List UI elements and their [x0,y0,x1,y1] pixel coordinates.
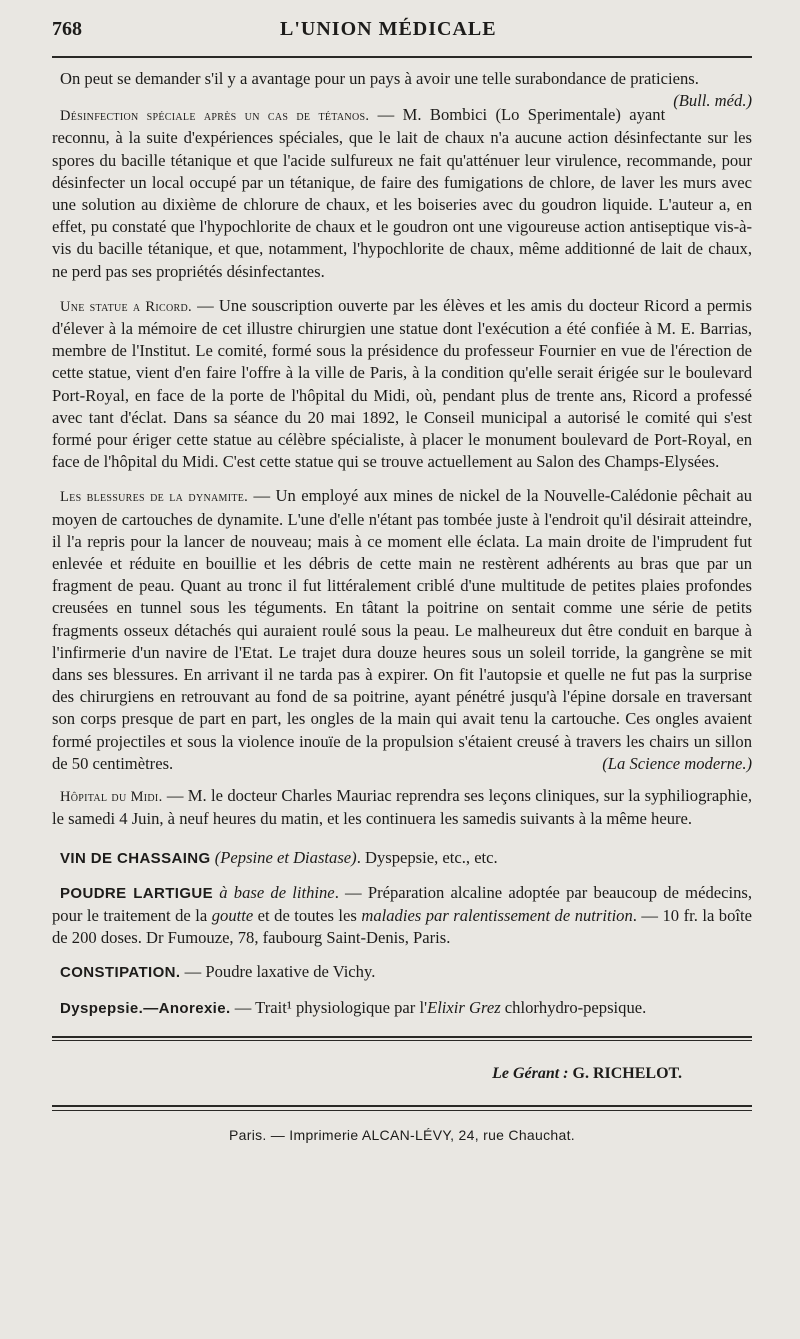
footer-divider [52,1036,752,1041]
advert-dyspepsie [52,997,752,1020]
bottom-rule [52,1110,752,1111]
advert-emphasis: Elixir Grez [427,997,501,1017]
advert-text: chlorhydro-pepsique. [500,997,647,1017]
signature [52,1065,752,1083]
advert-name: VIN DE CHASSAING [60,849,211,867]
intro-source: (Bull. méd.) [673,91,752,111]
advert-detail: (Pepsine et Diastase) [214,847,357,867]
advert-detail: à base de lithine [219,882,335,902]
section-source: (La Science moderne.) [602,753,752,773]
advert-emphasis: goutte [211,905,254,925]
divider-rule [52,1040,752,1041]
section-body: — Un employé aux mines de nickel de la Nouvelle-Calédonie pêchait au moyen de cartouches de dynamite. L'une d'elle n'étant pas tombée juste à l'endroit qu'il désirait atteindre, il l'a repris pour la lancer de nouveau; mais à ce moment elle éclata. La main droite de l'imprudent fut enlevée et réduite en bouillie et les débris de cette main ne restèrent adhérents au bras que par un fragment de peau. Quant au tronc il fut littéralement criblé d'une multitude de petites plaies profondes creusées en tunnel sous les téguments. En tâtant la poitrine on sentait comme une série de petits fragments osseux détachés qui auraient roulé sous la peau. Le malheureux dut être conduit en barque à l'infirmerie d'un navire de l'Etat. Le trajet dura douze heures sous un soleil torride, la gangrène se mit dans ses blessures. En arrivant il ne tarda pas à expirer. On fit l'autopsie et quelle ne fut pas la surprise des chirurgiens en retrouvant au fond de sa poitrine, ayant pénétré jusqu'à l'épine dorsale en traversant son corps presque de part en part, les ongles de la main qui avait tenu la cartouche. Ces ongles avaient formé projectiles et sous la violence inouïe de la propulsion s'étaient creusé à travers les chairs un sillon de 50 centimètres. [52,486,752,773]
section-hopital [52,785,752,830]
printer-imprint: Paris. — Imprimerie ALCAN-LÉVY, 24, rue Chauchat. [229,1126,575,1143]
advert-name: POUDRE LARTIGUE [60,884,214,902]
signature-label: Le Gérant : [492,1064,569,1082]
advert-name: Dyspepsie.—Anorexie. [60,999,231,1017]
section-tetanos [52,104,752,283]
page-number: 768 [52,18,82,40]
section-ricord [52,295,752,474]
section-title: Les blessures de la dynamite. [60,489,249,506]
section-body: — Une souscription ouverte par les élèves et les amis du docteur Ricord a permis d'élever à la mémoire de cet illustre chirurgien une statue dont l'exécution a été confiée à M. E. Barrias, membre de l'Institut. Le comité, formé sous la présidence du professeur Fournier en vue de l'érection de cette statue, vient d'en faire l'offre à la ville de Paris, à la condition qu'elle serait érigée sur le boulevard Port-Royal, en face de la porte de l'hôpital du Midi, où, pendant plus de trente ans, Ricord a professé avec tant d'éclat. Dans sa séance du 20 mai 1892, le Conseil municipal a autorisé le comité qui s'est formé pour ériger cette statue au célèbre spécialiste, à placer le monument boulevard de Port-Royal, en face de l'hôpital du Midi. C'est cette statue qui se trouve actuellement au Salon des Champs-Elysées. [52,295,752,472]
advert-text: — Poudre laxative de Vichy. [180,962,376,982]
running-title: L'UNION MÉDICALE [280,18,497,40]
section-title: Hôpital du Midi. [60,789,163,806]
advert-vin-chassaing [52,847,752,870]
divider-rule [52,1036,752,1038]
intro-text: On peut se demander s'il y a avantage pour un pays à avoir une telle surabondance de praticiens. [60,69,699,88]
advert-text: . — 10 fr. la boîte de 200 doses. Dr Fumouze, 78, faubourg Saint-Denis, Paris. [52,905,752,948]
advert-constipation [52,961,752,984]
intro-paragraph [52,68,752,111]
advert-name: CONSTIPATION. [60,964,181,982]
section-title: Désinfection spéciale après un cas de tétanos. [60,108,370,125]
signature-name: G. RICHELOT. [572,1064,682,1082]
advert-text: et de toutes les [253,905,362,925]
section-title: Une statue a Ricord. [60,298,192,315]
header-rule [52,56,752,58]
section-body: — M. le docteur Charles Mauriac reprendra ses leçons cliniques, sur la syphiliographie, le samedi 4 Juin, à neuf heures du matin, et les continuera les samedis suivants à la même heure. [52,786,752,829]
advert-text: . Dyspepsie, etc., etc. [356,847,498,867]
section-body: — M. Bombici (Lo Sperimentale) ayant reconnu, à la suite d'expériences spéciales, que le lait de chaux n'a aucune action désinfectante sur les spores du bacille tétanique et que l'acide sulfureux ne fait qu'atténuer leur virulence, recommande, pour désinfecter un local occupé par un tétanique, de faire des fumigations de chlore, de laver les murs avec une solution au dixième de chlorure de chaux, et les boiseries avec du goudron liquide. L'auteur a, en effet, pu constaté que l'hypochlorite de chaux et le goudron ont une vigoureuse action antiseptique vis-à-vis du bacille tétanique, et que, notamment, l'hypochlorite de chaux, même additionné de lait de chaux, ne perd pas ses propriétés désinfectantes. [52,105,752,281]
advert-text: . — Préparation alcaline adoptée par beaucoup de médecins, pour le traitement de la [52,882,752,925]
page-header [52,18,752,52]
advert-emphasis: maladies par ralentissement de nutrition [361,905,633,925]
advert-poudre-lartigue [52,882,752,950]
advert-text: — Trait¹ physiologique par l' [230,997,428,1017]
bottom-rule [52,1105,752,1107]
section-dynamite [52,485,752,775]
